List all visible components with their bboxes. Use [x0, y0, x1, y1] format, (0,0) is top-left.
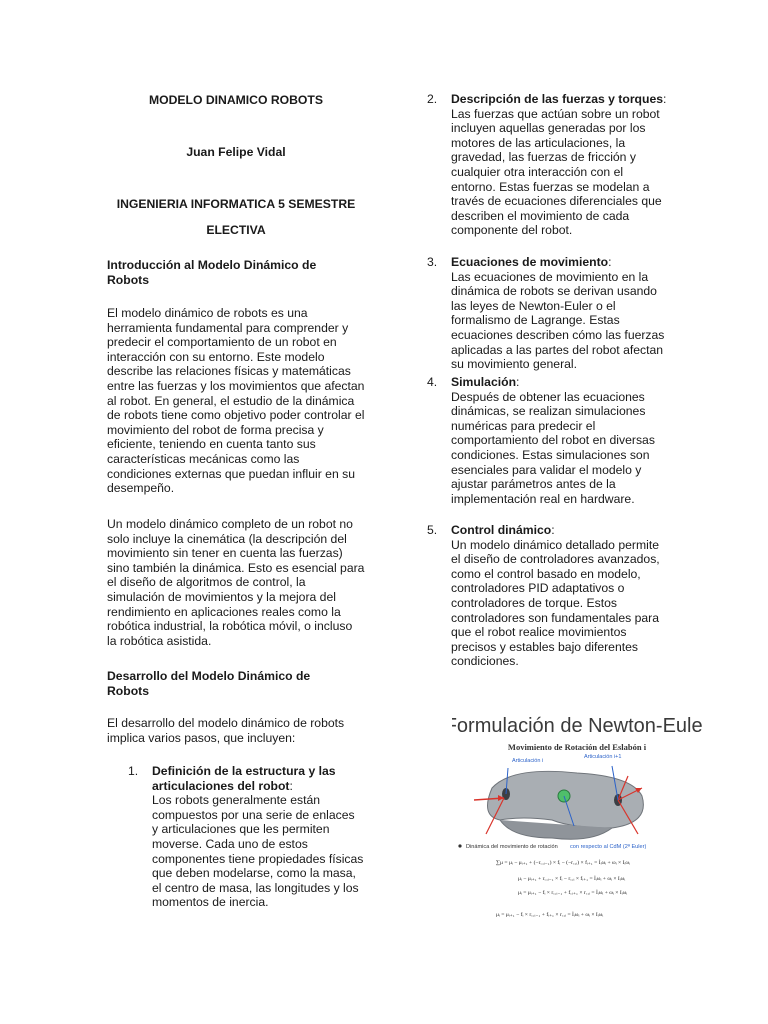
intro-heading: Introducción al Modelo Dinámico de Robots — [107, 258, 317, 287]
list-item-text: Las fuerzas que actúan sobre un robot incluyen aquellas generadas por los motores de las articulaciones, la gravedad, las fuerzas de fricción y cualquier otra interacción con el entorno. Estas fuerzas se modelan a través de ecuaciones diferenciales que describen el movimiento de cada componente del robot. — [451, 106, 662, 238]
equation-3: μᵢ = μᵢ₊₁ − fᵢ × r꜀,ᵢ₋₁ + f꜀ᵢ₊₁ × r꜀,ᵢ = İᵢωᵢ + ωᵢ × Iᵢωᵢ — [518, 890, 628, 896]
list-number: 1. — [128, 764, 139, 778]
figure-bullet-note: con respecto al CdM (2ª Euler) — [570, 844, 647, 850]
author-name: Juan Felipe Vidal — [186, 145, 286, 159]
list-number: 5. — [427, 523, 438, 537]
list-number: 4. — [427, 375, 438, 389]
figure-title: Formulación de Newton-Euler — [452, 715, 702, 737]
list-item-title: Definición de la estructura y las articulaciones del robot — [152, 764, 336, 793]
list-item-text: Un modelo dinámico detallado permite el diseño de controladores avanzados, como el control basado en modelo, controladores PID adaptativos o controladores de torque. Estos controladores son fundamentales para que el robot realice movimientos precisos y estables bajo diferentes condiciones. — [451, 537, 660, 669]
list-number: 3. — [427, 255, 438, 269]
program-name: INGENIERIA INFORMATICA 5 SEMESTRE — [116, 197, 356, 211]
bullet-dot — [458, 844, 461, 847]
list-item: 1. Definición de la estructura y las articulaciones del robot: Los robots generalmente están compuestos por una serie de enlaces y articulaciones que les permiten moverse. Cada uno de estos componentes tiene propiedades físicas que deben modelarse, como la masa, el centro de masa, las longitudes y los momentos de inercia. — [128, 764, 364, 910]
intro-paragraph-2: Un modelo dinámico completo de un robot no solo incluye la cinemática (la descripción del movimiento sin tener en cuenta las fuerzas) sino también la dinámica. Esto es esencial para el diseño de algoritmos de control, la simulación de movimientos y la mejora del rendimiento en aplicaciones reales como la robótica industrial, la robótica móvil, o incluso la robótica asistida. — [107, 517, 365, 648]
list-item: 5. Control dinámico: Un modelo dinámico detallado permite el diseño de controladores avanzados, como el control basado en modelo, controladores PID adaptativos o controladores de torque. Estos controladores son fundamentales para que el robot realice movimientos precisos y estables bajo diferentes condiciones. — [427, 523, 660, 669]
equation-1: ∑μ = μᵢ − μᵢ₊₁ + (−r꜀,ᵢ₋₁) × fᵢ − (−r꜀,ᵢ) × fᵢ₊₁ = İᵢωᵢ + ωᵢ × Iᵢωᵢ — [496, 860, 630, 866]
list-item-title: Descripción de las fuerzas y torques — [451, 92, 664, 106]
joint-i-label: Articulación i — [512, 758, 544, 764]
development-heading: Desarrollo del Modelo Dinámico de Robots — [107, 669, 311, 698]
newton-euler-figure — [452, 688, 702, 928]
equation-4: μᵢ = μᵢ₊₁ − fᵢ × r꜀,ᵢ₋₁ + fᵢ₊₁ × r꜀,ᵢ = İᵢωᵢ + ωᵢ × Iᵢωᵢ — [496, 912, 604, 918]
list-item-text: Después de obtener las ecuaciones dinámicas, se realizan simulaciones numéricas para predecir el comportamiento del robot en diversas condiciones. Estas simulaciones son esenciales para validar el modelo y ajustar parámetros antes de la implementación real en hardware. — [451, 389, 655, 506]
intro-paragraph-1: El modelo dinámico de robots es una herramienta fundamental para comprender y predecir el comportamiento de un robot en interacción con su entorno. Este modelo describe las relaciones físicas y matemáticas entre las fuerzas y los movimientos que afectan al robot. En general, el estudio de la dinámica de robots tiene como objetivo poder controlar el movimiento del robot de forma precisa y eficiente, teniendo en cuenta tanto sus características mecánicas como las condiciones externas que puedan influir en su desempeño. — [107, 306, 365, 496]
figure-subtitle: Movimiento de Rotación del Eslabón i — [507, 742, 647, 752]
list-item: 2. Descripción de las fuerzas y torques: Las fuerzas que actúan sobre un robot incluyen aquellas generadas por los motores de las articulaciones, la gravedad, las fuerzas de fricción y cualquier otra interacción con el entorno. Estas fuerzas se modelan a través de ecuaciones diferenciales que describen el movimiento de cada componente del robot. — [427, 92, 667, 238]
development-intro: El desarrollo del modelo dinámico de robots implica varios pasos, que incluyen: — [107, 716, 345, 745]
list-item-text: Los robots generalmente están compuestos por una serie de enlaces y articulaciones que les permiten moverse. Cada uno de estos componentes tiene propiedades físicas que deben modelarse, como la masa, el centro de masa, las longitudes y los momentos de inercia. — [152, 793, 364, 910]
course-name: ELECTIVA — [206, 223, 266, 237]
document-title: MODELO DINAMICO ROBOTS — [148, 93, 323, 107]
list-number: 2. — [427, 92, 438, 106]
list-item-text: Las ecuaciones de movimiento en la dinámica de robots se derivan usando las leyes de Newton-Euler o el formalismo de Lagrange. Estas ecuaciones describen cómo las fuerzas aplicadas a las partes del robot afectan su movimiento general. — [451, 269, 665, 372]
list-item: 4. Simulación: Después de obtener las ecuaciones dinámicas, se realizan simulaciones numéricas para predecir el comportamiento del robot en diversas condiciones. Estas simulaciones son esenciales para validar el modelo y ajustar parámetros antes de la implementación real en hardware. — [427, 375, 655, 506]
list-item-title: Control dinámico — [451, 523, 552, 537]
newton-euler-diagram — [452, 688, 702, 928]
list-item: 3. Ecuaciones de movimiento: Las ecuaciones de movimiento en la dinámica de robots se derivan usando las leyes de Newton-Euler o el formalismo de Lagrange. Estas ecuaciones describen cómo las fuerzas aplicadas a las partes del robot afectan su movimiento general. — [427, 255, 665, 372]
list-item-title: Simulación — [451, 375, 517, 389]
list-item-title: Ecuaciones de movimiento — [451, 255, 609, 269]
figure-bullet: Dinámica del movimiento de rotación — [466, 844, 558, 850]
equation-2: μᵢ − μᵢ₊₁ + r꜀,ᵢ₋₁ × fᵢ − r꜀,ᵢ × fᵢ₊₁ = İᵢωᵢ + ωᵢ × Iᵢωᵢ — [518, 876, 626, 882]
joint-i1-label: Articulación i+1 — [584, 754, 622, 760]
